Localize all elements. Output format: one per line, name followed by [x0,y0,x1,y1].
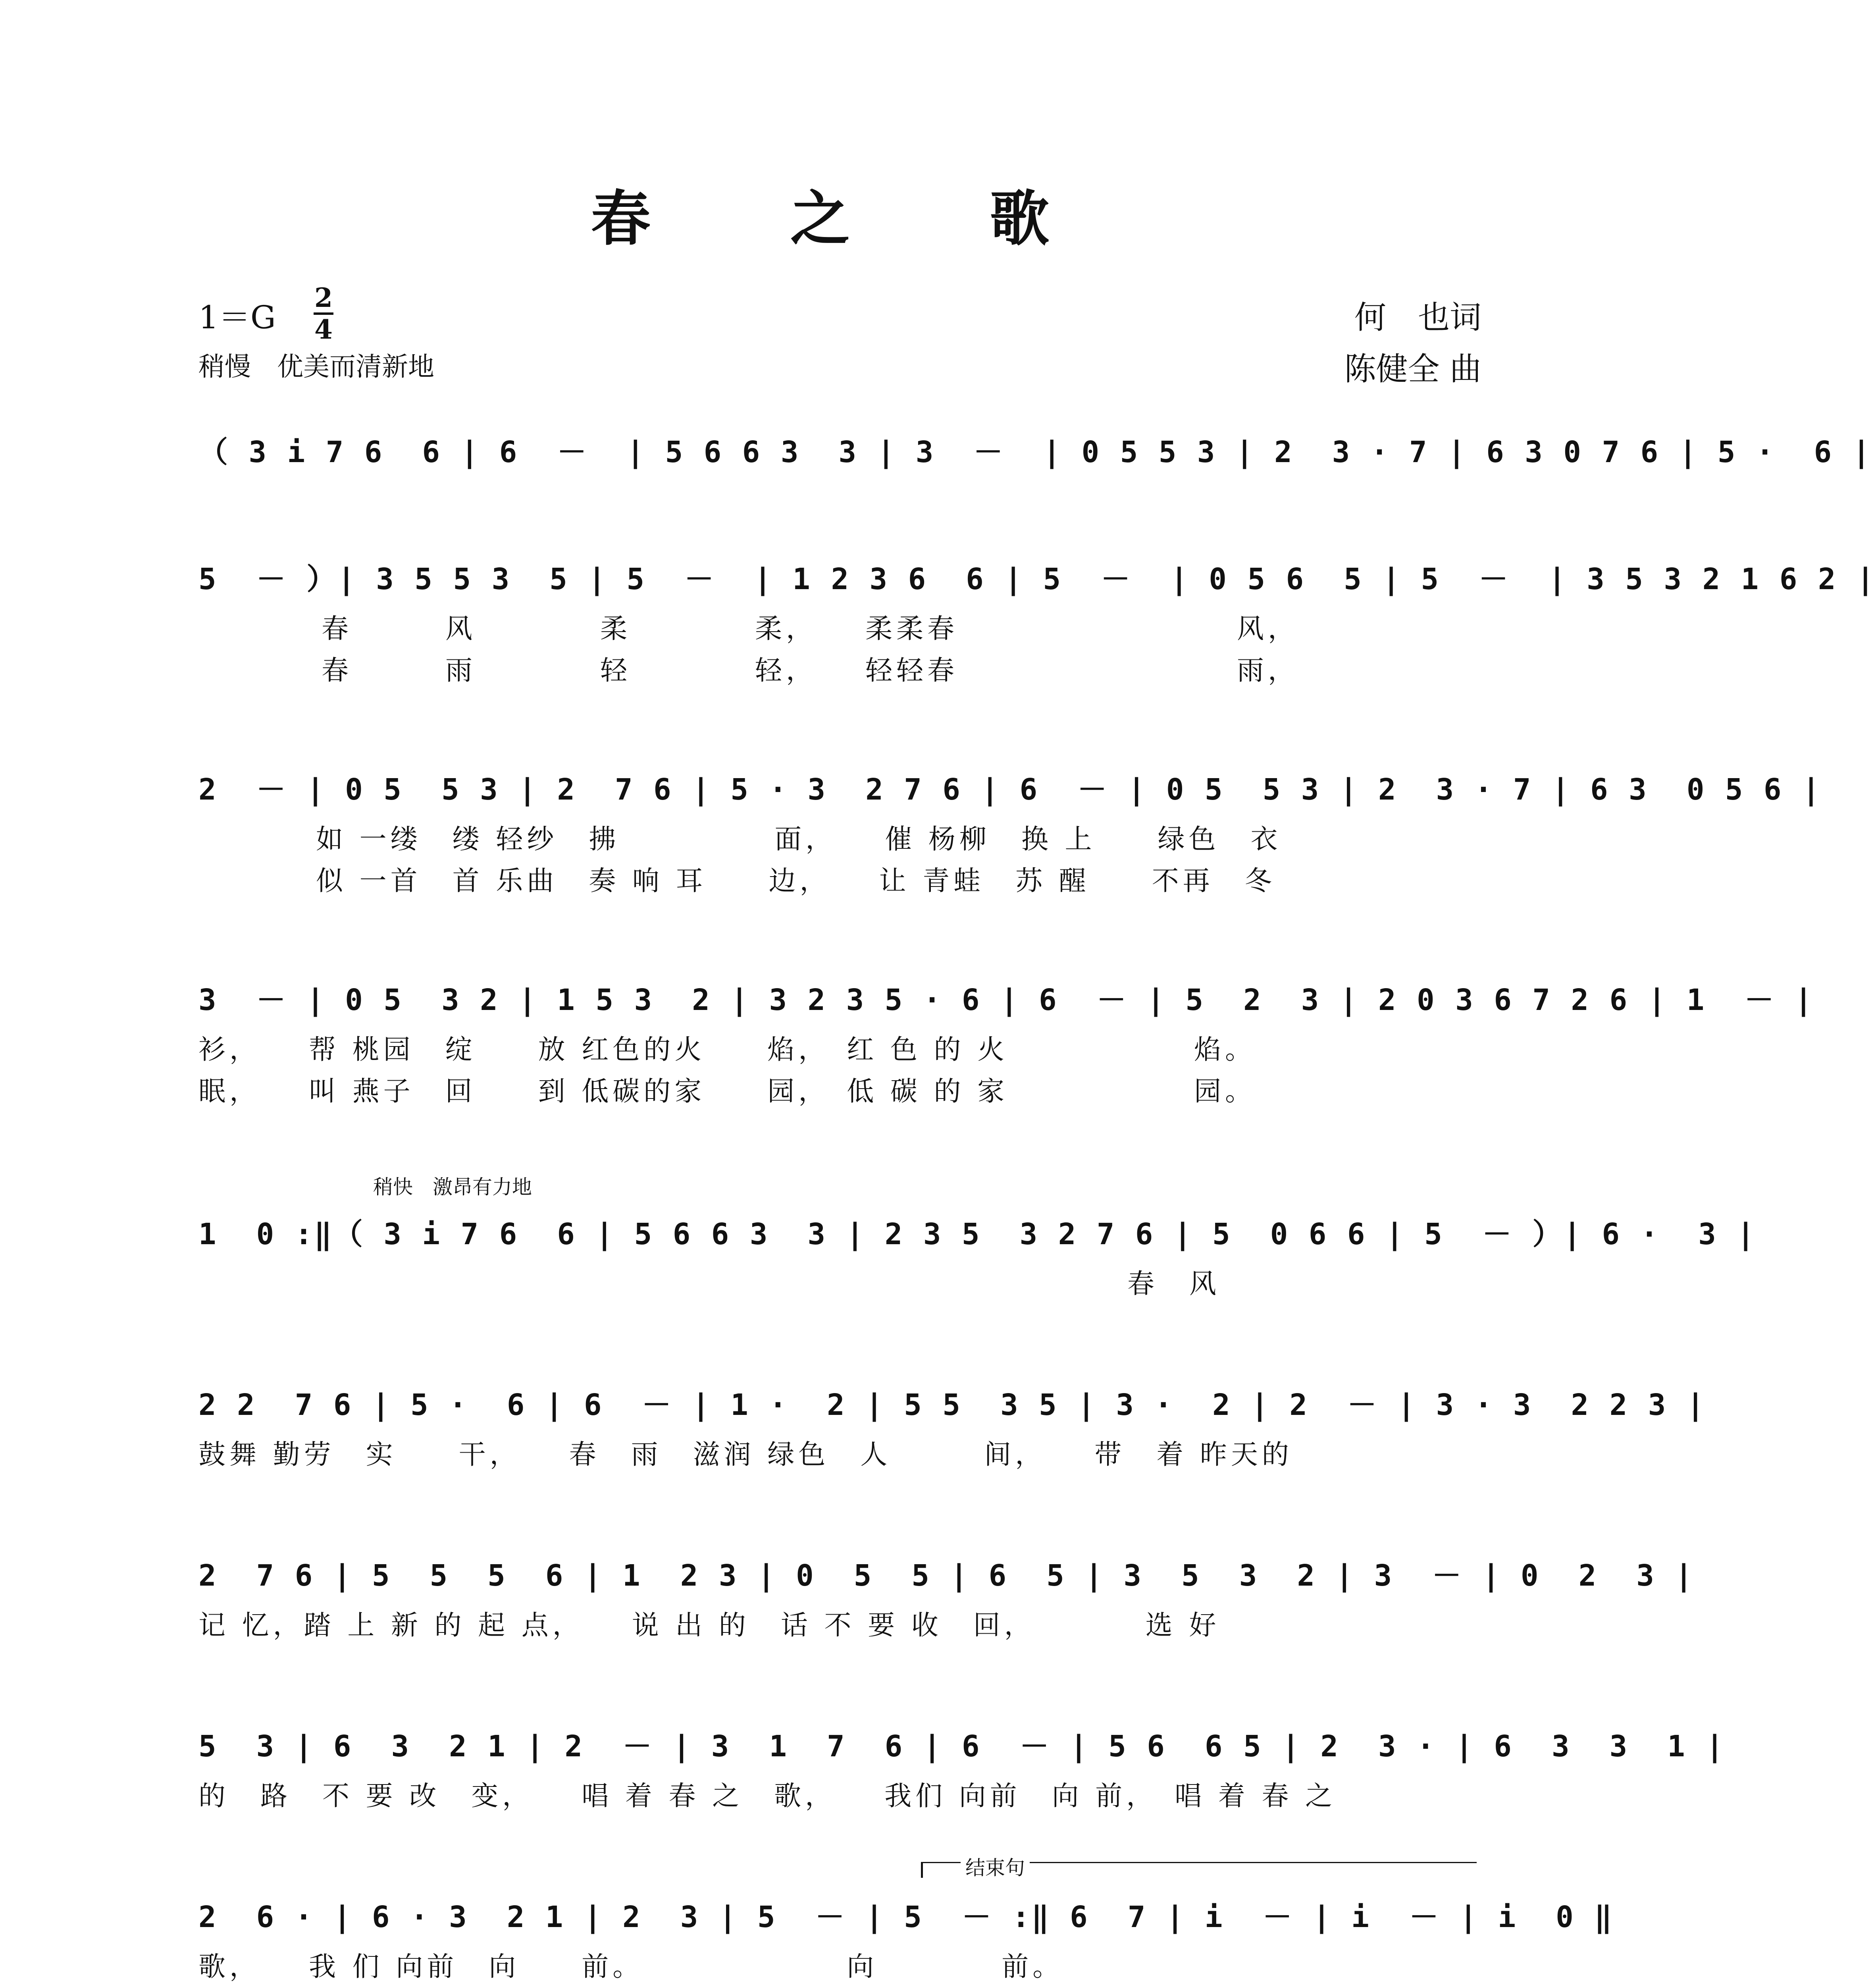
lyric-line-5: 春 风 [198,1268,1221,1300]
ending-bracket-hook [921,1862,923,1878]
notation-system-3: 2 － | 0 5 5 3 | 2 7 6 | 5 · 3 2 7 6 | 6 － | 0 5 5 3 | 2 3 · 7 | 6 3 0 5 6 | [198,773,1822,807]
time-signature [314,284,333,343]
time-signature-top: 2 [314,282,333,313]
tempo-marking-section2: 稍快 激昂有力地 [373,1176,532,1199]
time-signature-bottom: 4 [314,314,333,345]
lyricist-credit: 何 也词 [1354,299,1481,336]
song-title: 春 之 歌 [591,184,1109,254]
lyric-line-3b: 似 一首 首 乐曲 奏 响 耳 边， 让 青蛙 苏 醒 不再 冬 [254,865,1276,897]
composer-credit: 陈健全 曲 [1344,351,1481,387]
lyric-line-7: 记 忆，踏 上 新 的 起 点， 说 出 的 话 不 要 收 回， 选 好 [198,1610,1220,1641]
lyric-line-6: 鼓舞 勤劳 实 干， 春 雨 滋润 绿色 人 间， 带 着 昨天的 [198,1439,1293,1470]
notation-system-4: 3 － | 0 5 3 2 | 1 5 3 2 | 3 2 3 5 · 6 | 6 － | 5 2 3 | 2 0 3 6 7 2 6 | 1 － | [198,983,1814,1017]
notation-system-6: 2 2 7 6 | 5 · 6 | 6 － | 1 · 2 | 5 5 3 5 | 3 · 2 | 2 － | 3 · 3 2 2 3 | [198,1388,1706,1422]
lyric-line-4a: 衫， 帮 桃园 绽 放 红色的火 焰， 红 色 的 火 焰。 [198,1034,1256,1066]
tempo-marking: 稍慢 优美而清新地 [198,351,434,382]
ending-label: 结束句 [961,1852,1030,1881]
lyric-line-9: 歌， 我 们 向前 向 前。 向 前。 [198,1951,1064,1983]
notation-system-1: （ 3 i 7 6 6 | 6 － | 5 6 6 3 3 | 3 － | 0 5 5 3 | 2 3 · 7 | 6 3 0 7 6 | 5 · 6 | [198,435,1872,469]
notation-system-5: 1 0 :‖（ 3 i 7 6 6 | 5 6 6 3 3 | 2 3 5 3 2 7 6 | 5 0 6 6 | 5 － ）| 6 · 3 | [198,1217,1756,1251]
notation-system-9: 2 6 · | 6 · 3 2 1 | 2 3 | 5 － | 5 － :‖ 6 7 | i － | i － | i 0 ‖ [198,1900,1614,1934]
notation-system-2: 5 － ）| 3 5 5 3 5 | 5 － | 1 2 3 6 6 | 5 － | 0 5 6 5 | 5 － | 3 5 3 2 1 6 2 | [198,562,1876,596]
lyric-line-3a: 如 一缕 缕 轻纱 拂 面， 催 杨柳 换 上 绿色 衣 [254,824,1282,855]
lyric-line-8: 的 路 不 要 改 变， 唱 着 春 之 歌， 我们 向前 向 前， 唱 着 春 之 [198,1781,1337,1812]
key-signature: 1＝G [198,299,276,336]
lyric-line-2b: 春 雨 轻 轻， 轻轻春 雨， [322,655,1299,686]
notation-system-8: 5 3 | 6 3 2 1 | 2 － | 3 1 7 6 | 6 － | 5 6 6 5 | 2 3 · | 6 3 3 1 | [198,1729,1725,1763]
lyric-line-2a: 春 风 柔 柔， 柔柔春 风， [322,613,1299,645]
notation-system-7: 2 7 6 | 5 5 5 6 | 1 2 3 | 0 5 5 | 6 5 | 3 5 3 2 | 3 － | 0 2 3 | [198,1559,1694,1593]
lyric-line-4b: 眠， 叫 燕子 回 到 低碳的家 园， 低 碳 的 家 园。 [198,1076,1256,1107]
